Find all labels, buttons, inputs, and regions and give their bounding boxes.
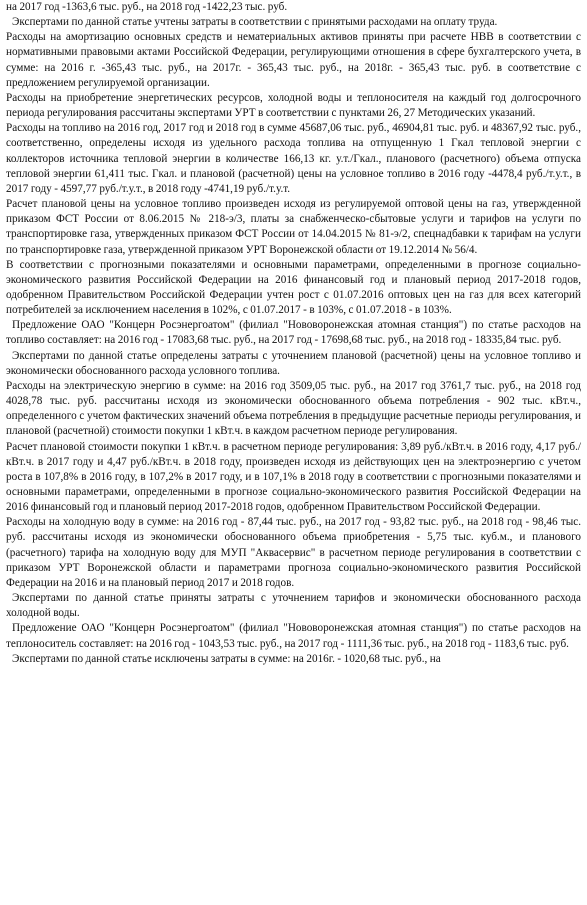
- paragraph-12: Расходы на холодную воду в сумме: на 2016 год - 87,44 тыс. руб., на 2017 год - 93,82 тыс. руб., на 2018 год - 98,46 тыс. руб. рассчитаны исходя из экономически обоснованного объема приобретения - 5,75 тыс. куб.м., и планового (расчетного) тарифа на холодную воду для МУП "Аквасервис" в расчетном периоде регулирования в соответствии с приказом УРТ Воронежской области и параметрами прогноза социально-экономического развития Российской Федерации на 2016 и на плановый период 2017 и 2018 годов.: [6, 516, 581, 589]
- paragraph-4: Расходы на приобретение энергетических ресурсов, холодной воды и теплоносителя на каждый год долгосрочного периода регулирования рассчитаны экспертами УРТ в соответствии с пунктами 26, 27 Методических указаний.: [6, 91, 581, 120]
- paragraph-8: Предложение ОАО "Концерн Росэнергоатом" (филиал "Нововоронежская атомная станция") по статье расходов на топливо составляет: на 2016 год - 17083,68 тыс. руб., на 2017 год - 17698,68 тыс. руб., на 2018 год - 18335,84 тыс. руб.: [6, 319, 581, 347]
- paragraph-13: Экспертами по данной статье приняты затраты с уточнением тарифов и экономически обоснованного расхода холодной воды.: [6, 592, 581, 620]
- paragraph-6: Расчет плановой цены на условное топливо произведен исходя из регулируемой оптовой цены на газ, утвержденной приказом ФСТ России от 8.06.2015 № 218-э/3, платы за снабженческо-сбытовые услуги и тарифов на услуги по транспортировке газа, утвержденных приказом ФСТ России от 14.04.2015 № 81-э/2, спецнадбавки к тарифам на услуги по транспортировке газа, утвержденной приказом УРТ Воронежской области от 19.12.2014 № 56/4.: [6, 198, 581, 256]
- paragraph-7: В соответствии с прогнозными показателями и основными параметрами, определенными в прогнозе социально-экономического развития Российской Федерации на 2016 финансовый год и плановый период 2017-2018 годов, одобренном Правительством Российской Федерации учтен рост с 01.07.2016 оптовых цен на газ для всех категорий потребителей за исключением населения в 102%, с 01.07.2017 - в 103%, с 01.07.2018 - в 103%.: [6, 258, 581, 317]
- paragraph-9: Экспертами по данной статье определены затраты с уточнением плановой (расчетной) цены на условное топливо и экономически обоснованного расхода условного топлива.: [6, 349, 581, 377]
- paragraph-11: Расчет плановой стоимости покупки 1 кВт.ч. в расчетном периоде регулирования: 3,89 руб./кВт.ч. в 2016 году, 4,17 руб./кВт.ч. в 2017 году и 4,47 руб./кВт.ч. в 2018 году, произведен исходя из действующих цен на электроэнергию с учетом роста в 107,8% в 2016 году, в 107,2% в 2017 году, и в 107,1% в 2018 году в соответствии с прогнозными показателями и основными параметрами, определенными в прогнозе социально-экономического развития Российской Федерации на 2016 финансовый год и плановый период 2017-2018 годов, одобренном Правительством Российской Федерации.: [6, 440, 581, 514]
- paragraph-10: Расходы на электрическую энергию в сумме: на 2016 год 3509,05 тыс. руб., на 2017 год 3761,7 тыс. руб., на 2018 год 4028,78 тыс. руб. рассчитаны исходя из экономически обоснованного объема потребления - 902 тыс. кВт.ч., определенного с учетом фактических значений объема потребления в предыдущие расчетные периоды регулирования, и плановой (расчетной) стоимости покупки 1 кВт.ч. в каждом расчетном периоде регулирования.: [6, 379, 581, 438]
- paragraph-5: Расходы на топливо на 2016 год, 2017 год и 2018 год в сумме 45687,06 тыс. руб., 46904,81 тыс. руб. и 48367,92 тыс. руб., соответственно, определены исходя из удельного расхода топлива на отпущенную 1 Гкал тепловой энергии с коллекторов источника тепловой энергии в количестве 166,13 кг. у.т./Гкал., планового (расчетного) объема отпуска тепловой энергии 61,411 тыс. Гкал. и плановой (расчетной) цены на условное топливо в 2016 году -4478,4 руб./т.у.т., в 2017 году - 4597,77 руб./т.у.т., в 2018 году -4741,19 руб./т.у.т.: [6, 122, 581, 195]
- paragraph-1: на 2017 год -1363,6 тыс. руб., на 2018 год -1422,23 тыс. руб.: [6, 1, 288, 13]
- paragraph-3: Расходы на амортизацию основных средств и нематериальных активов приняты при расчете НВВ в соответствии с нормативными правовыми актами Российской Федерации, регулирующими отношения в сфере бухгалтерского учета, в сумме: на 2016 г. -365,43 тыс. руб., на 2017г. - 365,43 тыс. руб., на 2018г. - 365,43 тыс. руб. в соответствие с предложением регулируемой организации.: [6, 31, 581, 89]
- paragraph-2: Экспертами по данной статье учтены затраты в соответствии с принятыми расходами на оплату труда.: [12, 16, 498, 29]
- paragraph-15: Экспертами по данной статье исключены затраты в сумме: на 2016г. - 1020,68 тыс. руб., на: [12, 652, 441, 665]
- paragraph-14: Предложение ОАО "Концерн Росэнергоатом" (филиал "Нововоронежская атомная станция") по статье расходов на теплоноситель составляет: на 2016 год - 1043,53 тыс. руб., на 2017 год - 1111,36 тыс. руб., на 2018 год - 1183,6 тыс. руб.: [6, 622, 581, 650]
